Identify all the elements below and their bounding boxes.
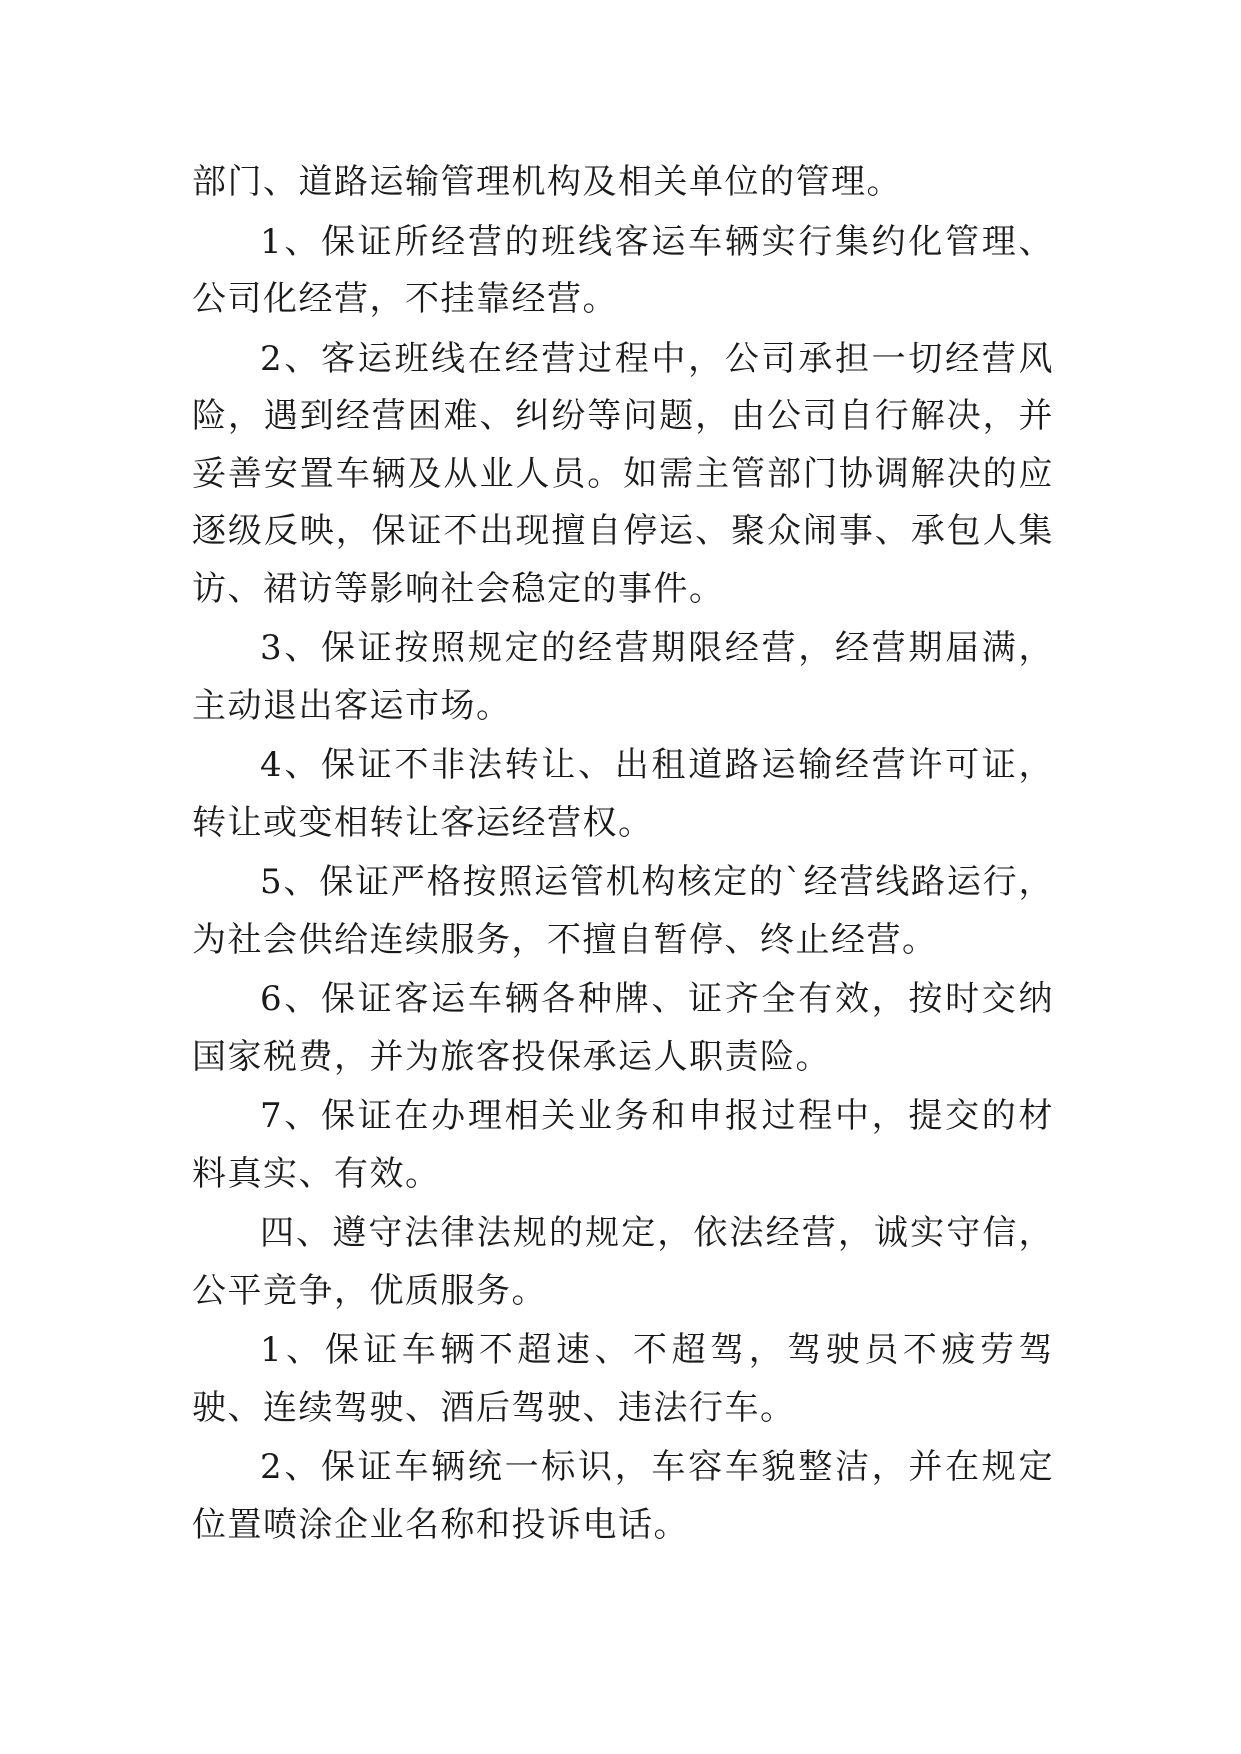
- paragraph-section4-item-1: 1、保证车辆不超速、不超驾，驾驶员不疲劳驾驶、连续驾驶、酒后驾驶、违法行车。: [192, 1330, 1054, 1428]
- paragraph-item-3: 3、保证按照规定的经营期限经营，经营期届满，主动退出客运市场。: [192, 628, 1054, 726]
- paragraph-item-5: 5、保证严格按照运管机构核定的`经营线路运行，为社会供给连续服务，不擅自暂停、终止经营。: [192, 862, 1054, 960]
- paragraph-item-7: 7、保证在办理相关业务和申报过程中，提交的材料真实、有效。: [192, 1096, 1054, 1194]
- paragraph-item-2: 2、客运班线在经营过程中，公司承担一切经营风险，遇到经营困难、纠纷等问题，由公司自行解决，并妥善安置车辆及从业人员。如需主管部门协调解决的应逐级反映，保证不出现擅自停运、聚众闹事、承包人集访、裙访等影响社会稳定的事件。: [192, 338, 1054, 609]
- paragraph-item-6: 6、保证客运车辆各种牌、证齐全有效，按时交纳国家税费，并为旅客投保承运人职责险。: [192, 979, 1054, 1077]
- paragraph-item-4: 4、保证不非法转让、出租道路运输经营许可证，转让或变相转让客运经营权。: [192, 745, 1054, 843]
- document-body: [192, 154, 1054, 1556]
- paragraph-item-1: 1、保证所经营的班线客运车辆实行集约化管理、公司化经营，不挂靠经营。: [192, 221, 1054, 319]
- section-heading-4: 四、遵守法律法规的规定，依法经营，诚实守信，公平竞争，优质服务。: [192, 1213, 1054, 1311]
- paragraph-continuation: 部门、道路运输管理机构及相关单位的管理。: [192, 162, 902, 202]
- paragraph-section4-item-2: 2、保证车辆统一标识，车容车貌整洁，并在规定位置喷涂企业名称和投诉电话。: [192, 1447, 1054, 1545]
